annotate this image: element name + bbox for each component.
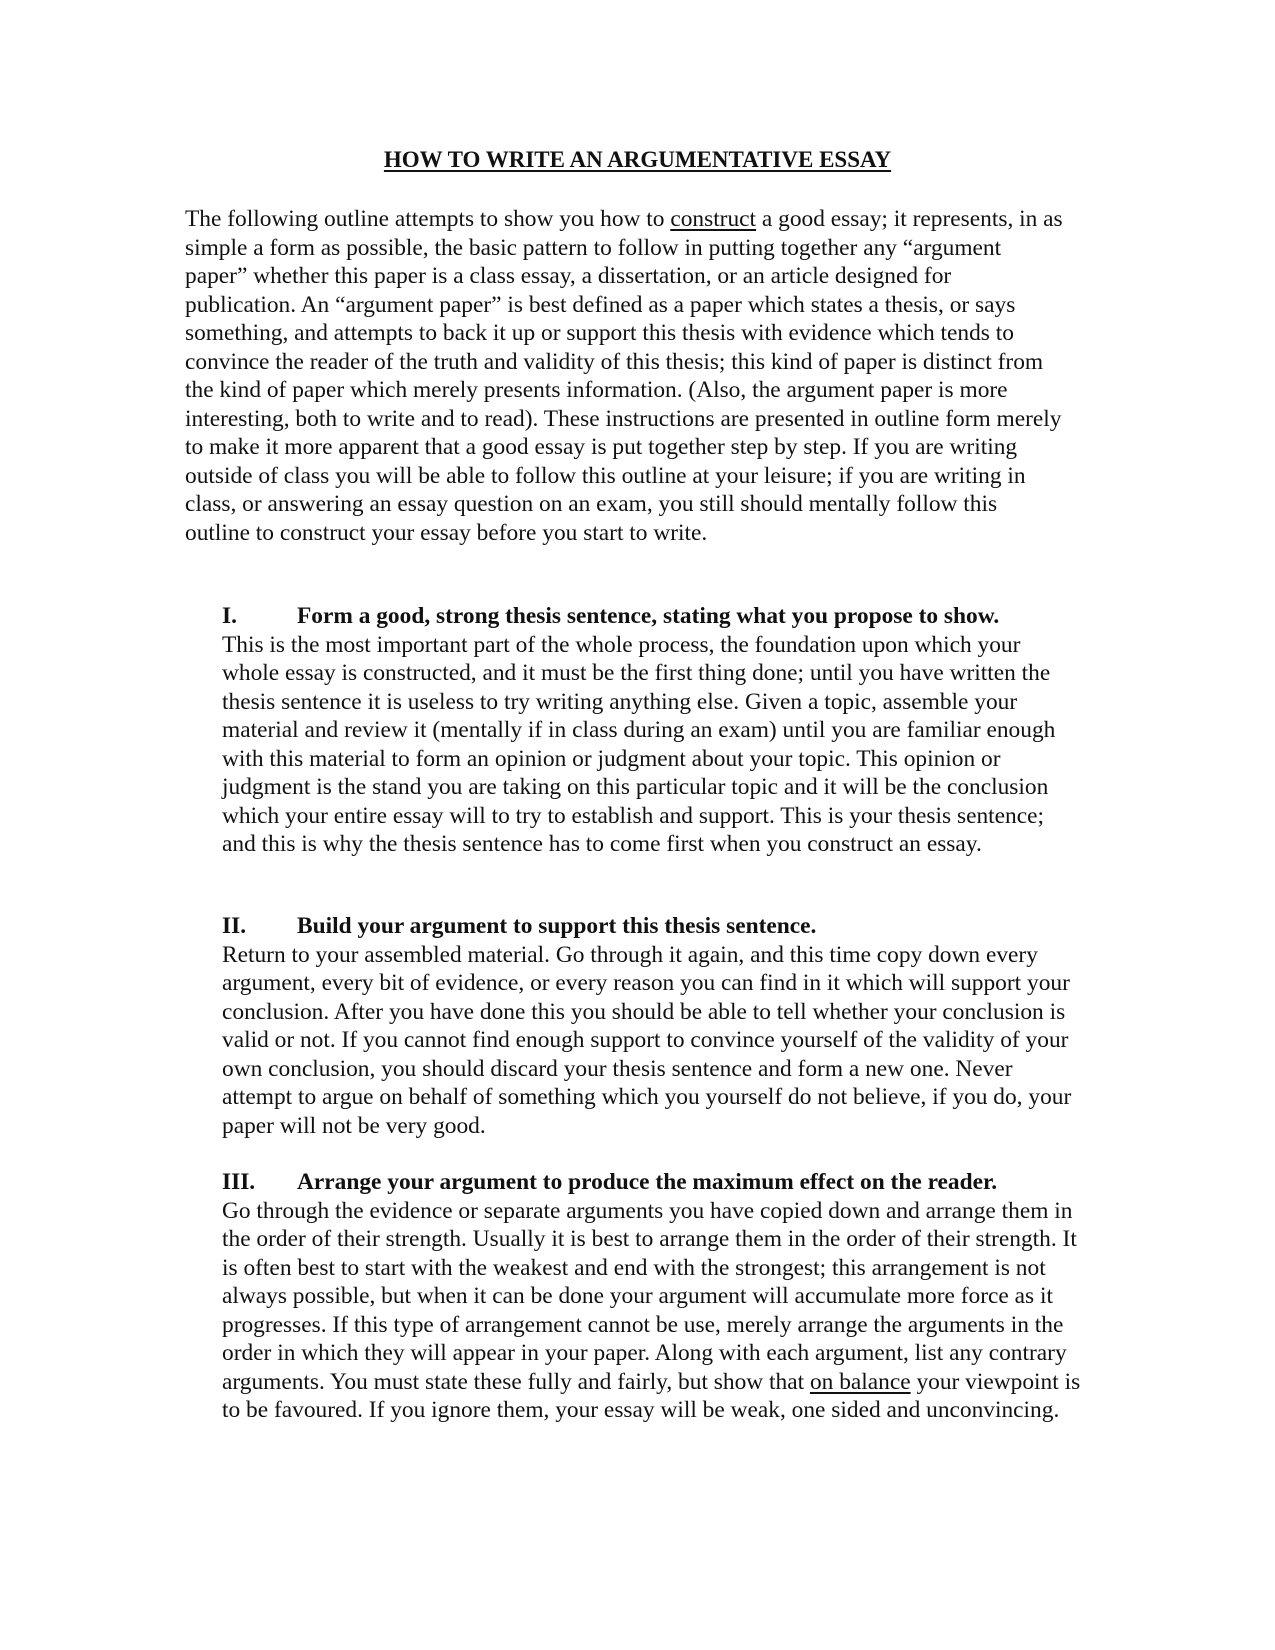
intro-text-start: The following outline attempts to show you how to	[185, 206, 671, 232]
section-3-heading-text: Arrange your argument to produce the maximum effect on the reader.	[297, 1169, 998, 1195]
section-2-heading	[222, 912, 1082, 941]
section-1-body: This is the most important part of the whole process, the foundation upon which your whole essay is constructed, and it must be the first thing done; until you have written the thesis sentence it is useless to try writing anything else. Given a topic, assemble your material and review it (mentally if in class during an exam) until you are familiar enough with this material to form an opinion or judgment about your topic. This opinion or judgment is the stand you are taking on this particular topic and it will be the conclusion which your entire essay will to try to establish and support. This is your thesis sentence; and this is why the thesis sentence has to come first when you construct an essay.	[222, 631, 1056, 857]
section-2-body: Return to your assembled material. Go through it again, and this time copy down every argument, every bit of evidence, or every reason you can find in it which will support your conclusion. After you have done this you should be able to tell whether your conclusion is valid or not. If you cannot find enough support to convince yourself of the validity of your own conclusion, you should discard your thesis sentence and form a new one. Never attempt to argue on behalf of something which you yourself do not believe, if you do, your paper will not be very good.	[222, 941, 1072, 1139]
section-3-numeral: III.	[222, 1169, 256, 1195]
section-1-numeral: I.	[222, 603, 237, 629]
section-3-underlined-phrase: on balance	[809, 1368, 911, 1395]
section-2-heading-text: Build your argument to support this thesis sentence.	[297, 913, 817, 939]
intro-underlined-word: construct	[670, 206, 757, 232]
section-3-body	[222, 1197, 1082, 1425]
section-2	[222, 912, 1082, 1140]
section-3-body-start: Go through the evidence or separate arguments you have copied down and arrange them in the order of their strength. Usually it is best to arrange them in the order of their strength. It is often best to start with the weakest and end with the strongest; this arrangement is not always possible, but when it can be done your argument will accumulate more force as it progresses. If this type of arrangement cannot be use, merely arrange the arguments in the order in which they will appear in your paper. Along with each argument, list any contrary arguments. You must state these fully and fairly, but show that	[222, 1197, 1077, 1395]
section-3	[222, 1168, 1082, 1425]
section-3-heading	[222, 1168, 1082, 1197]
section-1-heading	[222, 602, 1082, 631]
section-1	[222, 602, 1082, 859]
document-title: HOW TO WRITE AN ARGUMENTATIVE ESSAY	[383, 147, 892, 172]
section-1-heading-text: Form a good, strong thesis sentence, stating what you propose to show.	[297, 603, 1000, 629]
section-3-body-end: your viewpoint is to be favoured. If you ignore them, your essay will be weak, one sided and unconvincing.	[222, 1368, 1081, 1423]
intro-text-end: a good essay; it represents, in as simple a form as possible, the basic pattern to follow in putting together any “argument paper” whether this paper is a class essay, a dissertation, or an article designed for publication. An “argument paper” is best defined as a paper which states a thesis, or says something, and attempts to back it up or support this thesis with evidence which tends to convince the reader of the truth and validity of this thesis; this kind of paper is distinct from the kind of paper which merely presents information. (Also, the argument paper is more interesting, both to write and to read). These instructions are presented in outline form merely to make it more apparent that a good essay is put together step by step. If you are writing outside of class you will be able to follow this outline at your leisure; if you are writing in class, or answering an essay question on an exam, you still should mentally follow this outline to construct your essay before you start to write.	[185, 206, 1063, 546]
section-2-numeral: II.	[222, 913, 247, 939]
intro-paragraph	[185, 205, 1065, 547]
